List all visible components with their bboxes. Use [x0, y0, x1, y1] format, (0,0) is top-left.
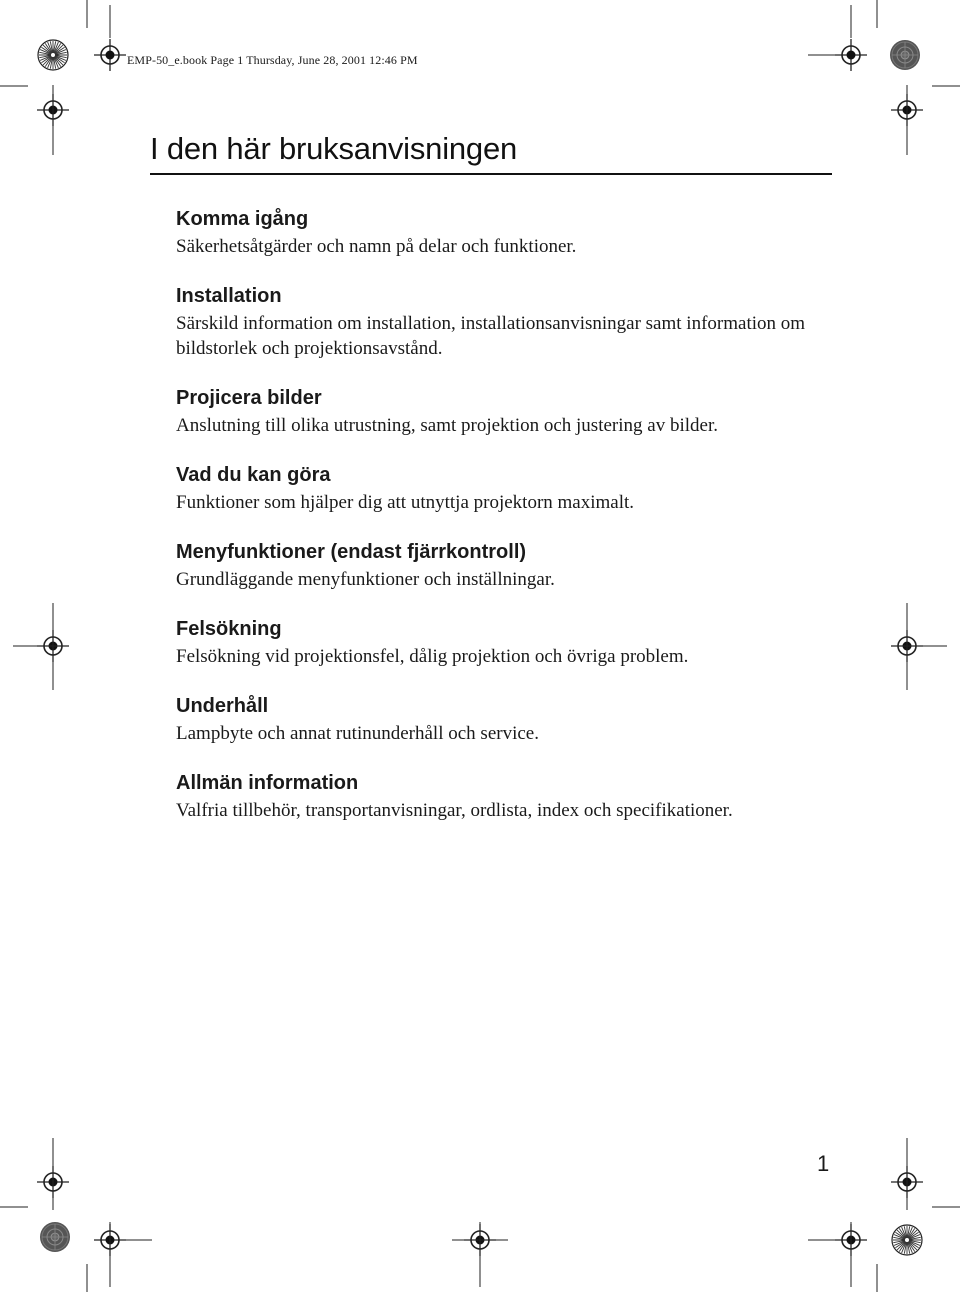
book-file-header: EMP-50_e.book Page 1 Thursday, June 28, 2001 12:46 PM	[127, 53, 418, 67]
section-description: Lampbyte och annat rutinunderhåll och service.	[176, 723, 539, 744]
section-description: Felsökning vid projektionsfel, dålig projektion och övriga problem.	[176, 646, 689, 667]
section-description: Anslutning till olika utrustning, samt projektion och justering av bilder.	[176, 415, 718, 436]
section-description: Funktioner som hjälper dig att utnyttja projektorn maximalt.	[176, 492, 635, 513]
page-number: 1	[817, 1151, 830, 1176]
section-description: Särskild information om installation, installationsanvisningar samt information om bildstorlek och projektionsavstånd.	[176, 313, 806, 359]
title-divider	[150, 173, 832, 175]
section-heading: Allmän information	[176, 772, 359, 794]
section-installation	[176, 283, 856, 361]
section-projicera-bilder	[176, 385, 856, 438]
gray-disc-target-icon	[40, 1222, 70, 1252]
page-title: I den här bruksanvisningen	[150, 131, 518, 166]
registration-mark-icon	[835, 39, 867, 71]
section-komma-igang	[176, 206, 856, 259]
section-heading: Vad du kan göra	[176, 464, 331, 486]
section-allman-information	[176, 770, 856, 823]
section-list	[176, 206, 856, 847]
starburst-target-icon	[892, 1225, 922, 1255]
section-heading: Projicera bilder	[176, 387, 322, 409]
section-heading: Felsökning	[176, 618, 282, 640]
section-menyfunktioner	[176, 539, 856, 592]
section-description: Valfria tillbehör, transportanvisningar, ordlista, index och specifikationer.	[176, 800, 733, 821]
starburst-target-icon	[38, 40, 68, 70]
registration-mark-icon	[94, 39, 126, 71]
section-description: Grundläggande menyfunktioner och inställningar.	[176, 569, 555, 590]
gray-disc-target-icon	[890, 40, 920, 70]
section-vad-du-kan-gora	[176, 462, 856, 515]
section-felsokning	[176, 616, 856, 669]
section-heading: Komma igång	[176, 208, 309, 230]
section-heading: Menyfunktioner (endast fjärrkontroll)	[176, 541, 527, 563]
section-underhall	[176, 693, 856, 746]
section-description: Säkerhetsåtgärder och namn på delar och funktioner.	[176, 236, 577, 257]
section-heading: Installation	[176, 285, 282, 307]
section-heading: Underhåll	[176, 695, 269, 717]
